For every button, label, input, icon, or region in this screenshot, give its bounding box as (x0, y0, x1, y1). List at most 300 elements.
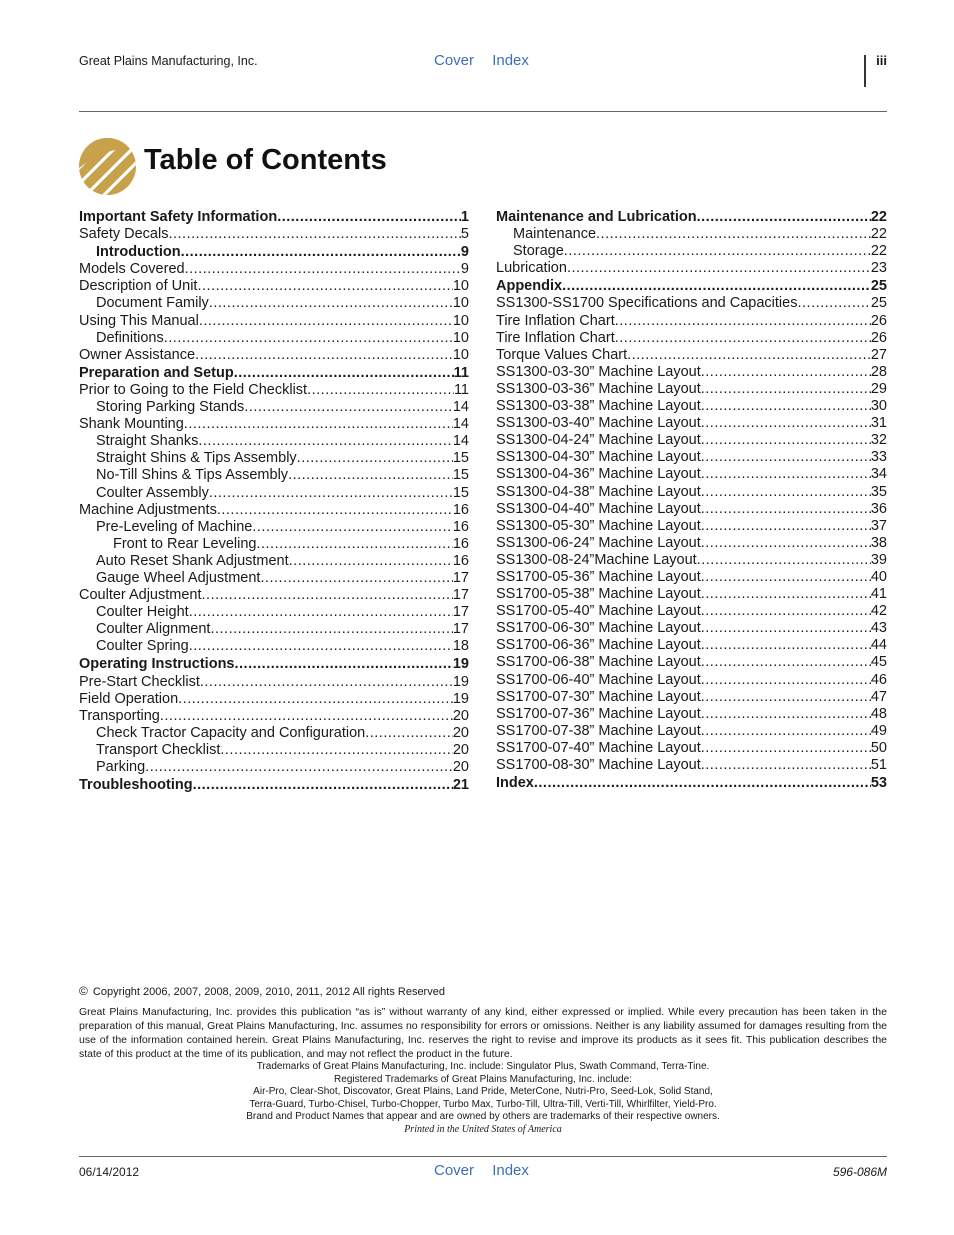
index-link[interactable]: Index (492, 52, 529, 69)
toc-entry[interactable] (79, 674, 469, 691)
toc-entry[interactable] (496, 364, 887, 381)
trademarks-line: Terra-Guard, Turbo-Chisel, Turbo-Chopper, Turbo Max, Turbo-Till, Ultra-Till, Verti-Till, Whirlfilter, Yield-Pro. (249, 1098, 717, 1110)
trademarks-line: Air-Pro, Clear-Shot, Discovator, Great Plains, Land Pride, MeterCone, Nutri-Pro, Seed-Lok, Solid Stand, (253, 1086, 713, 1097)
toc-entry-page: 40 (870, 568, 887, 585)
toc-entry[interactable] (79, 416, 469, 433)
toc-leader-dots (701, 432, 871, 448)
toc-entry[interactable] (496, 620, 887, 637)
toc-entry-page: 22 (870, 209, 887, 225)
page-number: iii (876, 53, 887, 68)
toc-entry-page: 19 (452, 656, 469, 673)
toc-entry[interactable] (79, 261, 469, 278)
toc-entry-label: SS1300-08-24”Machine Layout (496, 551, 697, 568)
toc-leader-dots (289, 553, 453, 569)
toc-leader-dots (701, 672, 871, 688)
copyright-symbol: © (79, 984, 88, 998)
toc-entry[interactable] (79, 382, 469, 399)
toc-entry[interactable] (496, 740, 887, 757)
toc-leader-dots (701, 706, 871, 722)
toc-entry-label: Prior to Going to the Field Checklist (79, 381, 308, 398)
toc-leader-dots (178, 691, 453, 707)
header-rule (79, 111, 887, 112)
toc-leader-dots (701, 364, 871, 380)
copyright-text: Copyright 2006, 2007, 2008, 2009, 2010, 2011, 2012 All rights Reserved (92, 986, 445, 998)
toc-entry-page: 15 (452, 484, 469, 501)
toc-entry-label: Pre-Start Checklist (79, 673, 200, 690)
toc-leader-dots (184, 416, 453, 432)
toc-entry[interactable] (79, 638, 469, 655)
toc-entry[interactable] (496, 432, 887, 449)
toc-entry[interactable] (496, 449, 887, 466)
toc-entry-label: Transport Checklist (96, 741, 221, 758)
toc-entry-label: SS1300-06-24” Machine Layout (496, 534, 701, 551)
toc-entry[interactable] (79, 433, 469, 450)
toc-entry[interactable] (79, 467, 469, 484)
toc-leader-dots (252, 519, 452, 535)
toc-entry-page: 50 (870, 739, 887, 756)
toc-entry[interactable] (79, 656, 469, 673)
toc-leader-dots (564, 243, 871, 259)
toc-entry[interactable] (79, 553, 469, 570)
toc-entry-label: Coulter Spring (96, 638, 189, 655)
toc-entry-page: 18 (452, 638, 469, 655)
toc-entry[interactable] (79, 278, 469, 295)
toc-entry-page: 10 (452, 346, 469, 363)
toc-entry-page: 37 (870, 517, 887, 534)
toc-entry[interactable] (496, 398, 887, 415)
toc-leader-dots (145, 759, 453, 775)
toc-entry[interactable] (79, 226, 469, 243)
toc-leader-dots (697, 552, 871, 568)
toc-leader-dots (160, 708, 453, 724)
toc-entry-label: SS1700-08-30” Machine Layout (496, 757, 701, 773)
toc-leader-dots (701, 569, 871, 585)
toc-entry-label: Troubleshooting (79, 777, 193, 794)
toc-entry-label: Coulter Alignment (96, 621, 211, 638)
toc-entry[interactable] (79, 708, 469, 725)
trademarks-line: Brand and Product Names that appear and are owned by others are trademarks of their respective owners. (246, 1111, 720, 1122)
toc-leader-dots (797, 295, 870, 311)
toc-entry-label: Preparation and Setup (79, 364, 234, 381)
toc-leader-dots (209, 485, 453, 501)
toc-entry-page: 43 (870, 620, 887, 637)
toc-entry-label: SS1700-07-30” Machine Layout (496, 688, 701, 705)
toc-leader-dots (701, 415, 871, 431)
toc-entry-label: Tire Inflation Chart (496, 312, 615, 329)
toc-entry-label: Shank Mounting (79, 416, 184, 433)
trademarks-block (79, 1061, 887, 1136)
toc-entry-label: Appendix (496, 278, 563, 295)
footer-index-link[interactable]: Index (492, 1162, 529, 1179)
toc-entry-page: 22 (870, 243, 887, 260)
toc-leader-dots (701, 398, 871, 414)
toc-entry-label: SS1700-05-38” Machine Layout (496, 586, 701, 603)
toc-entry[interactable] (79, 330, 469, 347)
toc-entry-label: Storing Parking Stands (96, 399, 245, 416)
printed-in-line: Printed in the United States of America (404, 1123, 562, 1135)
toc-leader-dots (189, 638, 453, 654)
toc-entry-label: Operating Instructions (79, 656, 235, 673)
toc-entry-page: 34 (870, 466, 887, 483)
toc-entry-page: 11 (453, 364, 469, 381)
toc-entry-page: 23 (870, 260, 887, 277)
toc-entry-label: Important Safety Information (79, 209, 278, 225)
toc-leader-dots (627, 347, 871, 363)
toc-leader-dots (701, 654, 871, 670)
toc-entry-page: 25 (870, 295, 887, 312)
toc-entry-label: Coulter Height (96, 604, 189, 621)
toc-entry-page: 17 (452, 569, 469, 586)
toc-leader-dots (197, 278, 452, 294)
toc-leader-dots (701, 637, 871, 653)
toc-leader-dots (701, 484, 871, 500)
toc-entry-page: 10 (452, 278, 469, 295)
page-footer (79, 1162, 887, 1182)
toc-entry-page: 16 (452, 535, 469, 552)
toc-entry-page: 5 (460, 226, 469, 243)
toc-leader-dots (235, 656, 453, 672)
toc-entry-label: Pre-Leveling of Machine (96, 518, 253, 535)
toc-entry-page: 20 (452, 707, 469, 724)
toc-entry-page: 48 (870, 705, 887, 722)
toc-entry-page: 17 (452, 604, 469, 621)
toc-entry[interactable] (79, 485, 469, 502)
toc-leader-dots (365, 725, 453, 741)
toc-column-right (496, 209, 887, 792)
toc-entry[interactable] (496, 603, 887, 620)
great-plains-logo-icon (79, 138, 136, 195)
toc-entry-page: 42 (870, 603, 887, 620)
toc-entry-page: 10 (452, 312, 469, 329)
toc-entry-label: Definitions (96, 329, 164, 346)
toc-entry[interactable] (496, 415, 887, 432)
toc-entry-page: 16 (452, 552, 469, 569)
toc-leader-dots (193, 777, 453, 793)
toc-entry[interactable] (496, 209, 887, 226)
toc-entry-page: 19 (452, 690, 469, 707)
footer-date: 06/14/2012 (79, 1165, 140, 1179)
toc-leader-dots (189, 604, 453, 620)
toc-entry[interactable] (496, 243, 887, 260)
toc-entry-label: SS1700-07-40” Machine Layout (496, 739, 701, 756)
toc-entry-page: 33 (870, 449, 887, 466)
toc-leader-dots (701, 757, 871, 773)
toc-entry-label: SS1300-03-36” Machine Layout (496, 380, 701, 397)
toc-entry-page: 31 (870, 415, 887, 432)
toc-entry[interactable] (496, 569, 887, 586)
toc-entry-label: SS1300-03-40” Machine Layout (496, 415, 701, 432)
toc-entry[interactable] (496, 260, 887, 277)
toc-entry-page: 22 (870, 226, 887, 243)
toc-leader-dots (185, 261, 461, 277)
toc-entry[interactable] (79, 570, 469, 587)
toc-entry-label: Machine Adjustments (79, 501, 217, 518)
trademarks-line: Trademarks of Great Plains Manufacturing, Inc. include: Singulator Plus, Swath Command, Terra-Tine. (256, 1061, 710, 1072)
toc-leader-dots (701, 449, 871, 465)
toc-entry[interactable] (79, 365, 469, 382)
toc-entry[interactable] (496, 775, 887, 792)
toc-entry-label: Auto Reset Shank Adjustment (96, 552, 289, 569)
toc-entry-label: Safety Decals (79, 226, 169, 243)
toc-entry-label: Owner Assistance (79, 346, 196, 363)
toc-entry-page: 26 (870, 329, 887, 346)
toc-entry-page: 17 (452, 621, 469, 638)
toc-entry-label: Index (496, 775, 534, 792)
toc-entry-label: Straight Shins & Tips Assembly (96, 450, 297, 467)
toc-entry-page: 53 (870, 775, 887, 792)
toc-leader-dots (220, 742, 452, 758)
toc-entry[interactable] (496, 501, 887, 518)
toc-leader-dots (701, 586, 871, 602)
toc-entry[interactable] (496, 552, 887, 569)
toc-leader-dots (701, 535, 871, 551)
toc-entry-label: Coulter Assembly (96, 484, 209, 501)
toc-entry-page: 41 (870, 586, 887, 603)
toc-entry-label: Storage (513, 243, 564, 260)
toc-entry[interactable] (496, 226, 887, 243)
toc-entry[interactable] (79, 209, 469, 226)
toc-entry-page: 10 (452, 329, 469, 346)
toc-entry-page: 32 (870, 432, 887, 449)
toc-entry-label: SS1300-03-30” Machine Layout (496, 363, 701, 380)
toc-leader-dots (562, 278, 871, 294)
toc-entry-page: 44 (870, 637, 887, 654)
toc-entry[interactable] (496, 535, 887, 552)
toc-entry-label: SS1700-05-40” Machine Layout (496, 603, 701, 620)
toc-entry-label: SS1300-03-38” Machine Layout (496, 398, 701, 415)
toc-entry-label: Straight Shanks (96, 433, 199, 450)
trademarks-line: Registered Trademarks of Great Plains Manufacturing, Inc. include: (334, 1073, 632, 1085)
toc-leader-dots (277, 209, 461, 225)
toc-entry[interactable] (496, 313, 887, 330)
footer-cover-link[interactable]: Cover (434, 1162, 475, 1179)
toc-entry[interactable] (496, 518, 887, 535)
toc-entry[interactable] (496, 706, 887, 723)
toc-entry-page: 45 (870, 654, 887, 671)
toc-entry-page: 1 (460, 209, 469, 225)
toc-entry-label: Description of Unit (79, 278, 198, 295)
toc-entry-label: Front to Rear Leveling (113, 535, 257, 552)
toc-leader-dots (195, 347, 453, 363)
toc-leader-dots (244, 399, 453, 415)
document-number: 596-086M (832, 1165, 887, 1179)
toc-entry-label: SS1300-05-30” Machine Layout (496, 517, 701, 534)
toc-entry-page: 14 (452, 399, 469, 416)
toc-entry[interactable] (496, 295, 887, 312)
toc-entry[interactable] (496, 347, 887, 364)
toc-leader-dots (200, 674, 453, 690)
toc-entry-label: Document Family (96, 295, 209, 312)
toc-entry[interactable] (496, 672, 887, 689)
toc-entry-label: SS1700-06-38” Machine Layout (496, 654, 701, 671)
toc-leader-dots (260, 570, 452, 586)
toc-entry-page: 9 (460, 261, 469, 278)
header-divider (864, 55, 866, 87)
toc-entry[interactable] (79, 536, 469, 553)
toc-entry-label: Parking (96, 759, 146, 775)
toc-leader-dots (701, 620, 871, 636)
toc-entry-label: SS1700-07-36” Machine Layout (496, 705, 701, 722)
toc-entry-label: Using This Manual (79, 312, 199, 329)
toc-entry-page: 29 (870, 380, 887, 397)
toc-leader-dots (701, 740, 871, 756)
header-nav (434, 52, 543, 69)
toc-entry-page: 11 (453, 381, 469, 398)
page-title: Table of Contents (144, 144, 387, 176)
toc-entry-page: 27 (870, 346, 887, 363)
copyright-line (79, 984, 445, 998)
toc-entry[interactable] (496, 586, 887, 603)
toc-entry-label: Field Operation (79, 690, 179, 707)
toc-leader-dots (701, 381, 871, 397)
toc-entry[interactable] (79, 347, 469, 364)
toc-leader-dots (701, 501, 871, 517)
toc-entry-label: Transporting (79, 707, 160, 724)
toc-entry-label: Torque Values Chart (496, 346, 628, 363)
toc-entry[interactable] (496, 484, 887, 501)
toc-entry-label: SS1700-06-36” Machine Layout (496, 637, 701, 654)
toc-entry[interactable] (496, 466, 887, 483)
toc-leader-dots (701, 466, 871, 482)
toc-entry-page: 10 (452, 295, 469, 312)
toc-entry-label: Introduction (96, 244, 181, 261)
toc-entry[interactable] (79, 604, 469, 621)
toc-entry[interactable] (79, 450, 469, 467)
toc-leader-dots (202, 587, 453, 603)
toc-entry[interactable] (496, 689, 887, 706)
toc-entry-label: Maintenance and Lubrication (496, 209, 697, 225)
toc-leader-dots (701, 689, 871, 705)
toc-entry-page: 39 (870, 551, 887, 568)
toc-entry[interactable] (79, 691, 469, 708)
toc-entry-label: Gauge Wheel Adjustment (96, 569, 261, 586)
toc-leader-dots (168, 226, 460, 242)
toc-entry-page: 17 (452, 587, 469, 604)
toc-entry-page: 14 (452, 416, 469, 433)
toc-entry[interactable] (496, 757, 887, 774)
toc-leader-dots (198, 433, 452, 449)
toc-entry[interactable] (79, 244, 469, 261)
toc-entry-page: 38 (870, 534, 887, 551)
cover-link[interactable]: Cover (434, 52, 475, 69)
toc-leader-dots (567, 260, 871, 276)
toc-entry[interactable] (79, 742, 469, 759)
toc-entry[interactable] (496, 381, 887, 398)
toc-entry-label: Coulter Adjustment (79, 587, 202, 604)
toc-entry-label: SS1700-06-40” Machine Layout (496, 671, 701, 688)
toc-entry-label: SS1300-04-40” Machine Layout (496, 500, 701, 517)
toc-entry[interactable] (496, 723, 887, 740)
toc-entry[interactable] (79, 295, 469, 312)
toc-entry-page: 25 (870, 278, 887, 295)
toc-entry[interactable] (79, 587, 469, 604)
toc-entry[interactable] (79, 313, 469, 330)
toc-entry-page: 16 (452, 518, 469, 535)
page-header (79, 52, 887, 72)
toc-leader-dots (234, 365, 454, 381)
disclaimer-paragraph: Great Plains Manufacturing, Inc. provides this publication “as is” without warranty of any kind, either expressed or implied. While every precaution has been taken in the preparation of this manual, Great Plains Manufacturing, Inc. assumes no responsibility for errors or omissions. Neither is any liability assumed for damages resulting from the use of the information contained herein. Great Plains Manufacturing, Inc. reserves the right to revise and improve its products as it sees fit. This publication describes the state of this product at the time of its publication, and may not reflect the product in the future. (79, 1006, 887, 1060)
toc-leader-dots (307, 382, 454, 398)
toc-entry-label: Tire Inflation Chart (496, 329, 615, 346)
toc-entry-page: 46 (870, 671, 887, 688)
toc-entry-page: 9 (460, 244, 469, 261)
toc-entry-page: 15 (452, 450, 469, 467)
toc-entry-page: 16 (452, 501, 469, 518)
toc-leader-dots (297, 450, 453, 466)
toc-entry-page: 15 (452, 467, 469, 484)
toc-entry-page: 36 (870, 500, 887, 517)
toc-entry[interactable] (79, 502, 469, 519)
toc-entry-label: SS1300-04-36” Machine Layout (496, 466, 701, 483)
toc-leader-dots (288, 467, 453, 483)
toc-entry-page: 21 (452, 777, 469, 794)
toc-entry-label: SS1300-04-30” Machine Layout (496, 449, 701, 466)
toc-entry-page: 35 (870, 483, 887, 500)
toc-entry-page: 20 (452, 759, 469, 775)
toc-leader-dots (256, 536, 452, 552)
toc-entry-label: SS1300-SS1700 Specifications and Capacities (496, 295, 798, 312)
toc-entry-page: 30 (870, 398, 887, 415)
toc-entry-page: 49 (870, 722, 887, 739)
toc-leader-dots (181, 244, 461, 260)
toc-entry-label: SS1700-07-38” Machine Layout (496, 722, 701, 739)
toc-entry[interactable] (79, 759, 469, 776)
company-name: Great Plains Manufacturing, Inc. (79, 54, 258, 68)
toc-entry-page: 19 (452, 673, 469, 690)
toc-entry-label: No-Till Shins & Tips Assembly (96, 467, 289, 484)
toc-leader-dots (534, 775, 871, 791)
toc-entry[interactable] (496, 654, 887, 671)
toc-entry-page: 20 (452, 741, 469, 758)
toc-leader-dots (209, 295, 453, 311)
toc-entry[interactable] (79, 621, 469, 638)
toc-entry-label: Check Tractor Capacity and Configuration (96, 724, 366, 741)
toc-column-left (79, 209, 469, 794)
toc-leader-dots (164, 330, 453, 346)
toc-entry-label: SS1300-04-38” Machine Layout (496, 483, 701, 500)
toc-entry[interactable] (496, 330, 887, 347)
toc-leader-dots (596, 226, 871, 242)
toc-entry[interactable] (496, 637, 887, 654)
toc-entry-page: 14 (452, 433, 469, 450)
toc-leader-dots (615, 330, 871, 346)
toc-entry-page: 20 (452, 724, 469, 741)
toc-leader-dots (697, 209, 871, 225)
toc-leader-dots (210, 621, 452, 637)
toc-entry[interactable] (79, 519, 469, 536)
toc-entry[interactable] (79, 725, 469, 742)
toc-leader-dots (199, 313, 453, 329)
toc-entry-label: Models Covered (79, 261, 185, 278)
toc-entry[interactable] (79, 399, 469, 416)
toc-entry-page: 26 (870, 312, 887, 329)
toc-entry-label: SS1700-06-30” Machine Layout (496, 620, 701, 637)
toc-entry[interactable] (79, 777, 469, 794)
toc-entry-page: 28 (870, 363, 887, 380)
footer-nav (434, 1162, 543, 1179)
toc-leader-dots (701, 723, 871, 739)
toc-leader-dots (217, 502, 453, 518)
toc-entry-label: SS1700-05-36” Machine Layout (496, 568, 701, 585)
toc-entry-label: Maintenance (513, 226, 597, 243)
footer-rule (79, 1156, 887, 1157)
toc-leader-dots (701, 603, 871, 619)
toc-entry-label: SS1300-04-24” Machine Layout (496, 432, 701, 449)
toc-entry-label: Lubrication (496, 260, 567, 277)
toc-entry[interactable] (496, 278, 887, 295)
toc-entry-page: 47 (870, 688, 887, 705)
toc-leader-dots (701, 518, 871, 534)
